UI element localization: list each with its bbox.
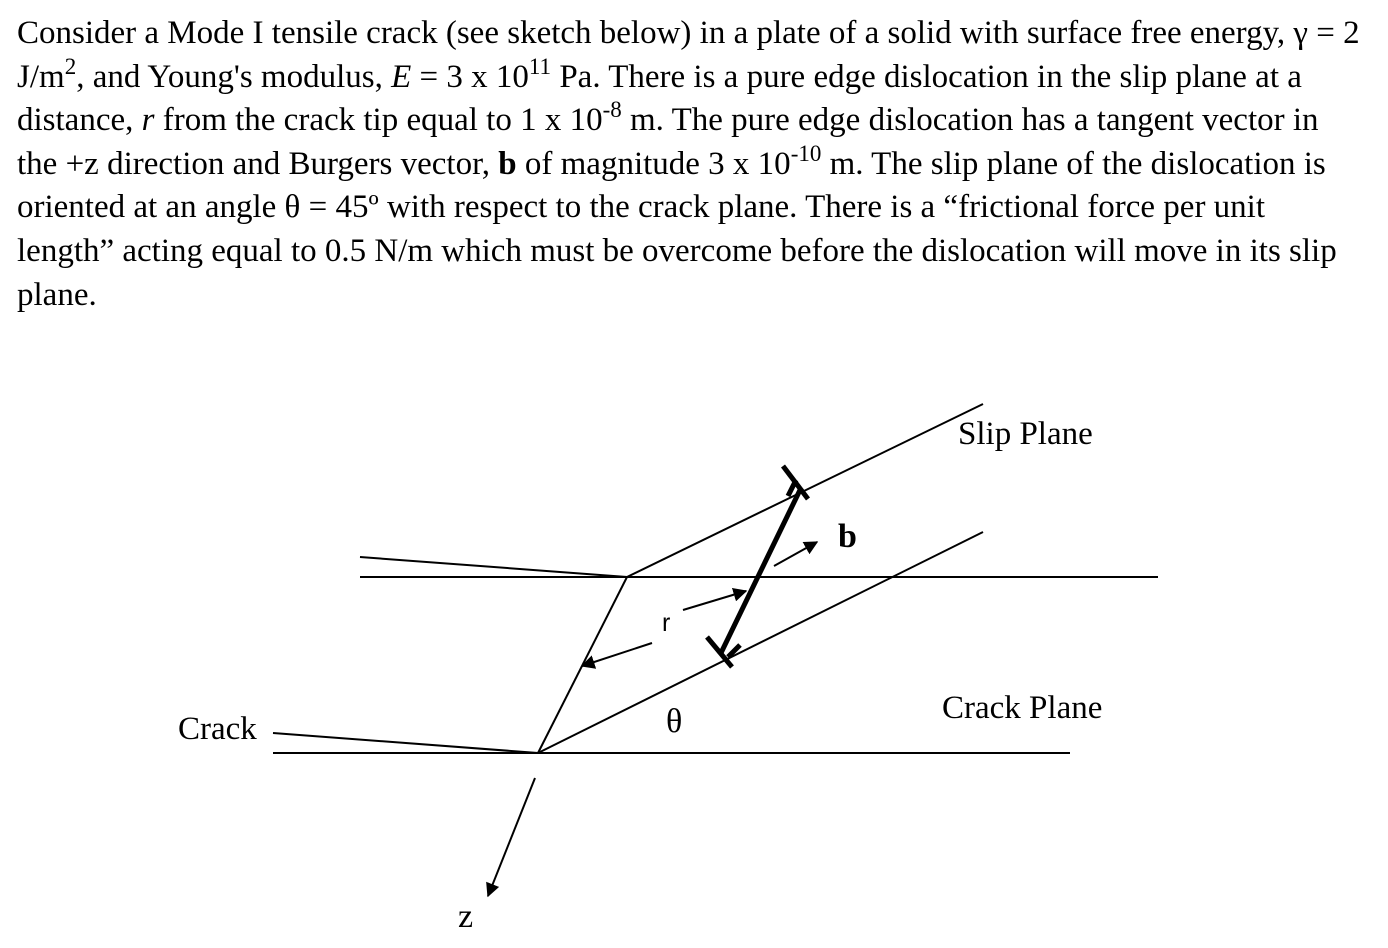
crack-plane-label: Crack Plane [942, 690, 1103, 726]
lower-crack-face [273, 733, 538, 753]
superscript-neg10: -10 [790, 140, 822, 166]
upper-dislocation-stem [788, 480, 796, 496]
z-axis-label: z [458, 898, 474, 935]
problem-text-1: Consider a Mode I tensile crack (see sketch below) in a plate of a solid with surface free energy, γ = 2 J/m [17, 15, 1360, 95]
superscript-neg8: -8 [602, 97, 622, 123]
youngs-modulus-symbol: E [391, 58, 412, 95]
problem-text-2: , and Young's modulus, [76, 58, 392, 95]
distance-label: r [662, 609, 671, 637]
problem-text-6: m. The pure edge dislocation has a tangent vector in the +z direction and Burgers vector, [17, 102, 1319, 182]
problem-text-3: = 3 x 10 [411, 58, 529, 95]
burgers-vector-label: b [838, 518, 857, 555]
slip-plane-line [538, 532, 983, 753]
superscript-m2: 2 [64, 53, 77, 79]
dislocation-line [720, 490, 800, 655]
crack-label: Crack [178, 711, 257, 747]
slip-plane-label: Slip Plane [958, 416, 1093, 452]
angle-label: θ [666, 703, 683, 740]
distance-symbol: r [141, 102, 155, 139]
superscript-11: 11 [528, 53, 552, 79]
problem-text-5: from the crack tip equal to 1 x 10 [154, 102, 603, 139]
problem-text-4: Pa. There is a pure edge dislocation in the slip plane at a distance, [17, 58, 1302, 139]
upper-slip-line [627, 404, 983, 577]
distance-arrow-right [683, 591, 746, 610]
problem-text-8: m. The slip plane of the dislocation is oriented at an angle θ = 45º with respect to the crack plane. There is a “frictional force per unit length” acting equal to 0.5 N/m which must be overcome before the dislocation will move in its slip plane. [17, 145, 1337, 313]
burgers-vector-symbol: b [498, 145, 517, 182]
z-axis-arrow [488, 778, 535, 896]
burgers-vector-arrow [774, 542, 817, 566]
problem-text-7: of magnitude 3 x 10 [516, 145, 791, 182]
upper-crack-face [360, 557, 627, 577]
